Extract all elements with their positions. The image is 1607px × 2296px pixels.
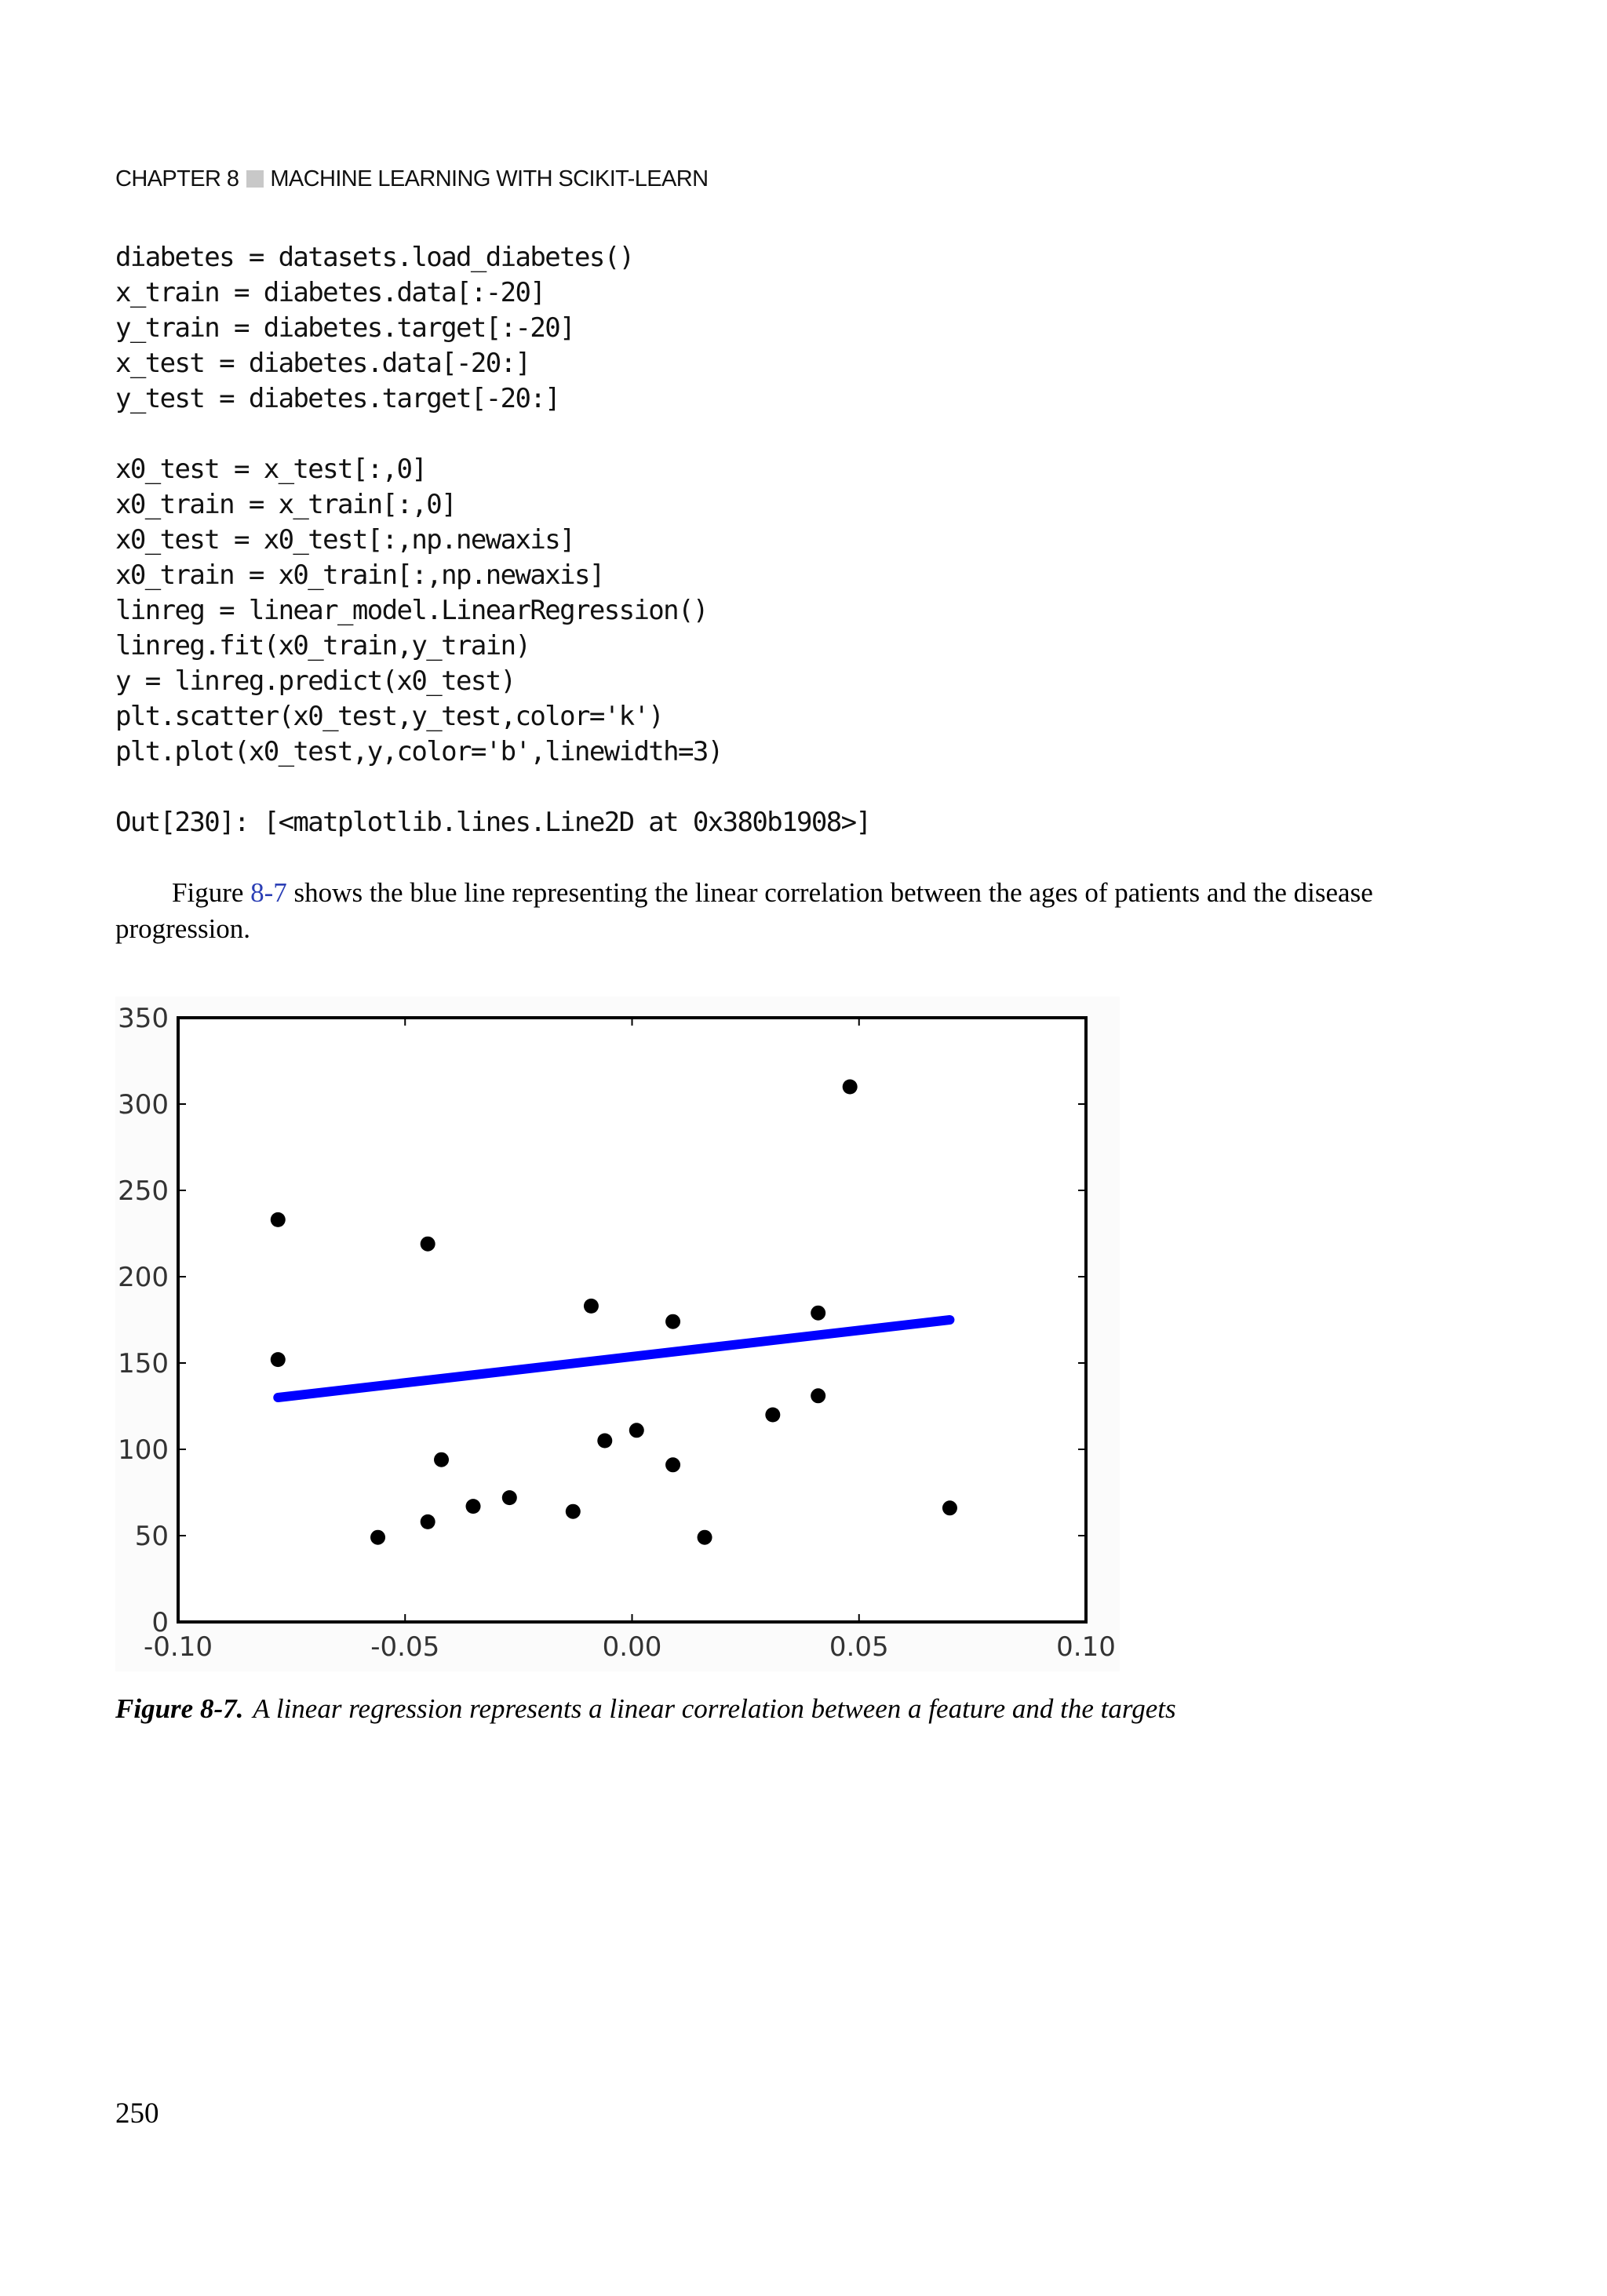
code-line: y = linreg.predict(x0_test)	[115, 665, 516, 697]
y-tick-label: 250	[118, 1175, 169, 1207]
data-point	[597, 1434, 612, 1449]
data-point	[466, 1499, 481, 1514]
code-block	[115, 240, 723, 770]
data-point	[665, 1314, 680, 1329]
code-line: linreg.fit(x0_train,y_train)	[115, 630, 530, 661]
y-tick-label: 0	[151, 1607, 169, 1638]
y-tick-label: 150	[118, 1348, 169, 1379]
data-point	[665, 1457, 680, 1472]
code-line: diabetes = datasets.load_diabetes()	[115, 242, 634, 273]
page-number: 250	[115, 2097, 159, 2130]
chapter-title: MACHINE LEARNING WITH SCIKIT-LEARN	[270, 166, 709, 191]
body-paragraph	[115, 875, 1449, 947]
data-point	[942, 1500, 957, 1515]
figure-link[interactable]: 8-7	[250, 877, 287, 908]
paragraph-text-after: shows the blue line representing the linear correlation between the ages of patients and the disease progression.	[115, 877, 1373, 944]
figure-caption	[115, 1693, 1176, 1725]
data-point	[502, 1490, 517, 1505]
code-line: plt.plot(x0_test,y,color='b',linewidth=3)	[115, 736, 723, 767]
data-point	[566, 1504, 581, 1519]
data-point	[629, 1423, 644, 1438]
data-point	[271, 1352, 286, 1367]
y-tick-label: 200	[118, 1262, 169, 1293]
x-tick-label: 0.10	[1056, 1631, 1116, 1663]
data-point	[698, 1530, 712, 1545]
data-point	[421, 1237, 435, 1252]
code-line: x0_test = x_test[:,0]	[115, 454, 427, 485]
data-point	[421, 1514, 435, 1529]
data-point	[434, 1452, 449, 1467]
paragraph-text-before: Figure	[172, 877, 251, 908]
scatter-chart	[115, 997, 1120, 1671]
data-point	[811, 1388, 825, 1403]
x-tick-label: 0.00	[602, 1631, 662, 1663]
code-line: x0_train = x0_train[:,np.newaxis]	[115, 559, 604, 591]
code-line: x_train = diabetes.data[:-20]	[115, 277, 545, 308]
data-point	[271, 1212, 286, 1227]
y-tick-label: 300	[118, 1089, 169, 1121]
x-tick-label: -0.05	[370, 1631, 440, 1663]
code-line: y_test = diabetes.target[-20:]	[115, 383, 560, 414]
chapter-label: CHAPTER 8	[115, 166, 239, 191]
header-square-icon	[246, 170, 264, 188]
caption-text: A linear regression represents a linear correlation between a feature and the targets	[253, 1693, 1176, 1724]
code-line: x0_train = x_train[:,0]	[115, 489, 457, 520]
code-line: y_train = diabetes.target[:-20]	[115, 312, 574, 344]
data-point	[370, 1530, 385, 1545]
data-point	[843, 1080, 858, 1095]
code-line: x0_test = x0_test[:,np.newaxis]	[115, 524, 574, 556]
code-line: plt.scatter(x0_test,y_test,color='k')	[115, 701, 664, 732]
y-tick-label: 50	[134, 1521, 169, 1552]
running-header	[115, 166, 708, 192]
data-point	[811, 1306, 825, 1321]
data-point	[584, 1299, 599, 1314]
caption-label: Figure 8-7.	[115, 1693, 244, 1724]
y-tick-label: 100	[118, 1434, 169, 1466]
code-line	[115, 417, 723, 452]
code-line: x_test = diabetes.data[-20:]	[115, 348, 530, 379]
x-tick-label: 0.05	[829, 1631, 889, 1663]
code-line: linreg = linear_model.LinearRegression()	[115, 595, 708, 626]
x-tick-label: -0.10	[144, 1631, 213, 1663]
output-line: Out[230]: [<matplotlib.lines.Line2D at 0x380b1908>]	[115, 807, 871, 838]
y-tick-label: 350	[118, 1003, 169, 1034]
data-point	[765, 1408, 780, 1423]
